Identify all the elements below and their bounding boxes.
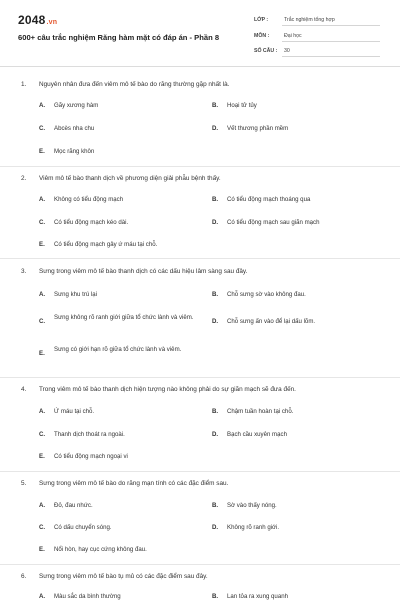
option-letter: A. — [39, 291, 46, 298]
option-letter: A. — [39, 593, 46, 600]
site-logo[interactable] — [18, 13, 57, 27]
option-text: Thanh dịch thoát ra ngoài. — [54, 431, 125, 438]
option-letter: E. — [39, 148, 45, 155]
question-text: Trong viêm mô tế bào thanh dịch hiện tượng nào không phải do sự giãn mạch sẽ đưa đến. — [39, 386, 296, 393]
option-letter: A. — [39, 502, 46, 509]
option-letter: E. — [39, 546, 45, 553]
question-text: Viêm mô tế bào thanh dịch về phương diện giải phẫu bệnh thấy. — [39, 175, 221, 182]
option-text: Gãy xương hàm — [54, 102, 99, 109]
option-letter: D. — [212, 125, 219, 132]
question-number: 4. — [21, 386, 27, 393]
option-text: Hoại tử tủy — [227, 102, 257, 109]
option-text: Abcès nha chu — [54, 125, 95, 132]
option-text: Sưng không rõ ranh giới giữa tổ chức lành và viêm. — [54, 314, 194, 321]
option-text: Bạch cầu xuyên mạch — [227, 431, 287, 438]
option-text: Đỏ, đau nhức. — [54, 502, 93, 509]
option-text: Có tiểu động mạch ngoại vi — [54, 453, 128, 460]
option-text: Chỗ sưng sờ vào không đau. — [227, 291, 306, 298]
option-letter: A. — [39, 102, 46, 109]
option-text: Lan tỏa ra xung quanh — [227, 593, 288, 600]
option-text: Sưng khu trú lại — [54, 291, 98, 298]
option-letter: C. — [39, 219, 46, 226]
question-text: Sưng trong viêm mô tế bào thanh dịch có các dấu hiệu lâm sàng sau đây. — [39, 268, 248, 275]
question-divider — [0, 166, 400, 167]
option-text: Ứ máu tại chỗ. — [54, 408, 95, 415]
option-letter: B. — [212, 102, 219, 109]
meta-count-value: 30 — [282, 45, 380, 57]
option-text: Mọc răng khôn — [54, 148, 95, 155]
option-text: Có tiểu động mạch gây ứ máu tại chỗ. — [54, 241, 158, 248]
option-letter: B. — [212, 502, 219, 509]
option-text: Chậm tuần hoàn tại chỗ. — [227, 408, 294, 415]
option-letter: C. — [39, 524, 46, 531]
option-letter: B. — [212, 196, 219, 203]
meta-class-label: LỚP : — [254, 17, 269, 23]
logo-suffix: .vn — [46, 19, 58, 26]
option-letter: B. — [212, 408, 219, 415]
question-number: 5. — [21, 480, 27, 487]
document-header — [0, 0, 400, 60]
question-number: 3. — [21, 268, 27, 275]
option-letter: D. — [212, 431, 219, 438]
question-divider — [0, 377, 400, 378]
meta-count-label: SỐ CÂU : — [254, 48, 278, 54]
option-text: Có tiểu động mạch kéo dài. — [54, 219, 129, 226]
question-number: 6. — [21, 573, 27, 580]
question-number: 1. — [21, 81, 27, 88]
option-letter: E. — [39, 350, 45, 357]
question-text: Sưng trong viêm mô tế bào tụ mủ có các đặc điểm sau đây. — [39, 573, 208, 580]
option-letter: E. — [39, 453, 45, 460]
question-divider — [0, 564, 400, 565]
option-text: Nổi hòn, hay cục cứng không đau. — [54, 546, 147, 553]
option-text: Sờ vào thấy nóng. — [227, 502, 277, 509]
option-letter: A. — [39, 408, 46, 415]
option-text: Vết thương phần mềm — [227, 125, 289, 132]
meta-class-value: Trắc nghiệm tổng hợp — [282, 14, 380, 26]
option-letter: B. — [212, 291, 219, 298]
meta-subject-label: MÔN : — [254, 33, 270, 39]
question-divider — [0, 258, 400, 259]
logo-main: 2048 — [18, 13, 46, 27]
option-text: Màu sắc da bình thường — [54, 593, 121, 600]
option-text: Chỗ sưng ấn vào để lại dấu lõm. — [227, 318, 316, 325]
meta-count — [254, 45, 380, 58]
option-text: Có tiểu động mạch sau giãn mạch — [227, 219, 320, 226]
meta-subject-value: Đại học — [282, 30, 380, 42]
page-title: 600+ câu trắc nghiệm Răng hàm mặt có đáp án - Phần 8 — [18, 33, 220, 42]
question-divider — [0, 471, 400, 472]
option-text: Sưng có giới hạn rõ giữa tổ chức lành và viêm. — [54, 346, 182, 353]
option-letter: E. — [39, 241, 45, 248]
header-divider — [0, 66, 400, 67]
option-letter: C. — [39, 125, 46, 132]
option-letter: C. — [39, 431, 46, 438]
meta-class — [254, 14, 380, 27]
option-letter: D. — [212, 524, 219, 531]
option-text: Có tiểu động mạch thoáng qua — [227, 196, 311, 203]
question-text: Nguyên nhân đưa đến viêm mô tế bào do răng thường gặp nhất là. — [39, 81, 230, 88]
question-number: 2. — [21, 175, 27, 182]
option-text: Không có tiểu động mạch — [54, 196, 124, 203]
option-letter: C. — [39, 318, 46, 325]
option-letter: D. — [212, 318, 219, 325]
option-letter: A. — [39, 196, 46, 203]
option-text: Không rõ ranh giới. — [227, 524, 280, 531]
option-letter: D. — [212, 219, 219, 226]
option-letter: B. — [212, 593, 219, 600]
meta-subject — [254, 30, 380, 43]
question-text: Sưng trong viêm mô tế bào do răng mạn tính có các đặc điểm sau. — [39, 480, 229, 487]
option-text: Có dấu chuyển sóng. — [54, 524, 112, 531]
